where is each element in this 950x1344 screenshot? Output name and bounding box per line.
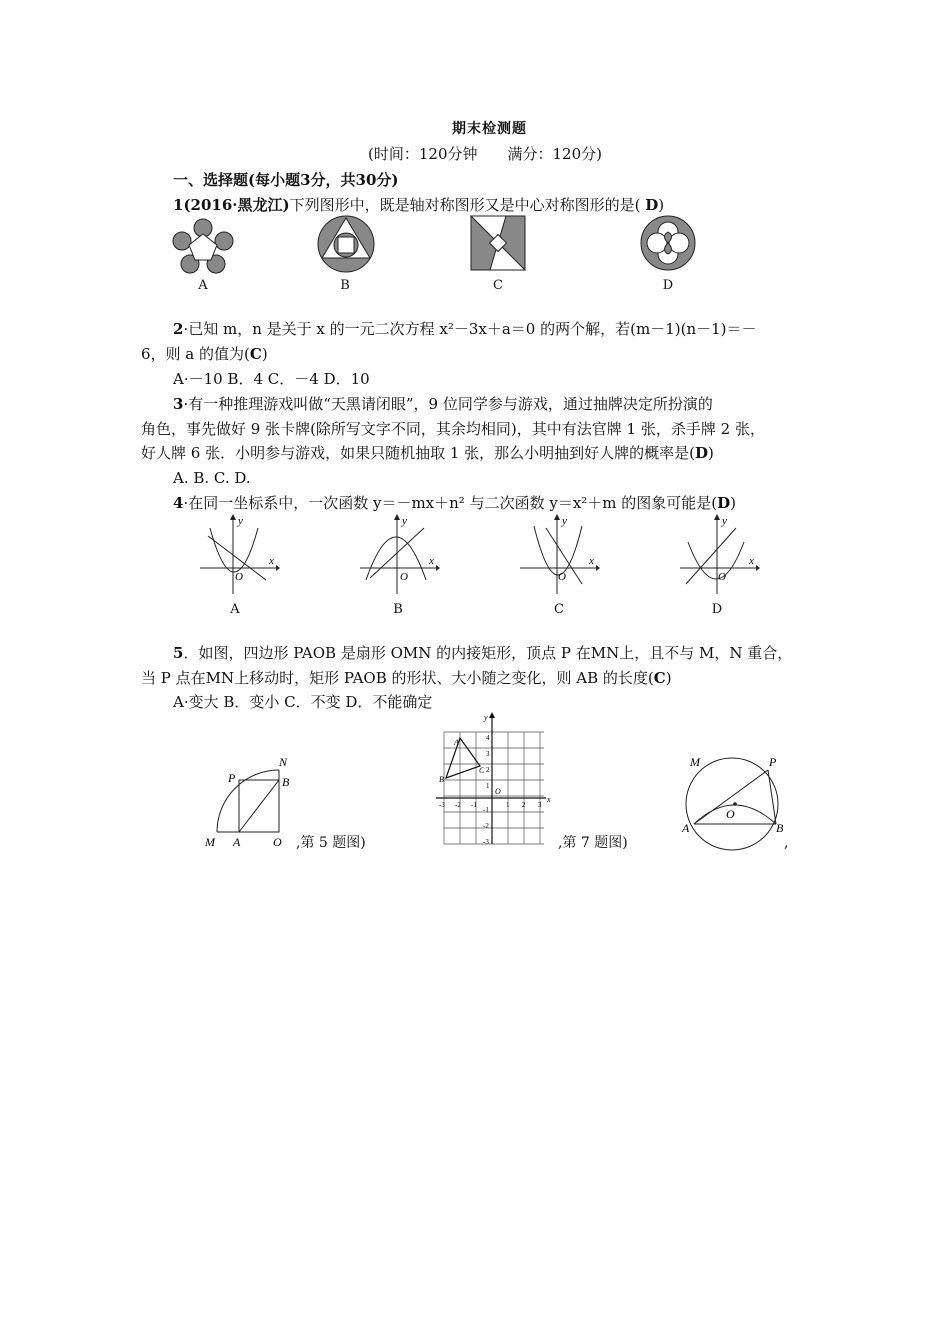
axis-label-x: x [589,555,594,567]
origin-label: O [718,571,726,583]
origin-label: O [558,571,566,583]
figure-5-sector [203,752,299,850]
answer: D [695,444,709,462]
question-number: 5 [173,644,184,662]
figure-label-d: D [662,278,674,293]
question-stem: ·在同一坐标系中，一次函数 y＝－mx＋n² 与二次函数 y＝x²＋m 的图象可能是( [183,494,718,512]
circle-triangle-figure [316,214,376,274]
axis-label-y: y [402,515,407,527]
point-label-b: B [439,775,444,784]
graph-label-b: B [393,602,403,617]
figure-8-circle [680,752,788,856]
answer: C [653,669,666,687]
axis-label-x: x [749,555,754,567]
question-stem: ·已知 m，n 是关于 x 的一元二次方程 x²－3x＋a＝0 的两个解，若(m－1)(n－1)＝－ [183,320,757,338]
axis-label-y: y [562,515,567,527]
axis-label-y: y [722,515,727,527]
section-heading: 一、选择题(每小题3分，共30分) [173,171,399,189]
x-tick: -2 [455,801,461,809]
figure-7-caption: ,第 7 题图) [558,835,628,851]
y-tick: -3 [483,838,489,846]
point-label-o: O [726,807,735,821]
figure-8-caption: , [784,835,789,851]
question-number: 1 [173,196,184,214]
question-1 [173,196,664,214]
question-4 [173,494,736,512]
question-3-options: A. B. C. D. [173,469,251,487]
y-tick: -1 [483,806,489,814]
axis-label-y: y [238,515,243,527]
y-tick: 4 [486,734,490,742]
question-5 [173,644,792,662]
origin-label: O [235,571,243,583]
question-stem: ·有一种推理游戏叫做“天黑请闭眼”，9 位同学参与游戏，通过抽牌决定所扮演的 [183,395,713,413]
x-tick: 3 [538,801,542,809]
question-5-options: A·变大 B．变小 C．不变 D．不能确定 [173,693,433,711]
question-3-line2: 角色，事先做好 9 张卡牌(除所写文字不同，其余均相同)，其中有法官牌 1 张，杀手牌 2 张， [141,420,765,438]
graph-a [200,514,280,594]
x-tick: -1 [471,801,477,809]
point-label-m: M [690,755,700,769]
axis-label-x: x [547,795,551,804]
x-tick: -3 [439,801,445,809]
point-label-o: O [273,835,282,849]
x-tick: 1 [506,801,510,809]
figure-label-b: B [340,278,350,293]
origin-label: O [495,787,501,796]
graph-label-a: A [230,602,240,617]
bracket: ) [730,494,737,512]
y-tick: 2 [486,766,490,774]
y-tick: -2 [483,822,489,830]
point-label-c: C [479,766,485,775]
answer: D [717,494,731,512]
bracket: ) [708,444,714,462]
graph-b [360,514,440,594]
axis-label-x: x [269,555,274,567]
axis-label-y: y [484,713,488,722]
x-tick: 2 [522,801,526,809]
question-number: 3 [173,395,184,413]
figure-label-c: C [493,278,503,293]
graph-label-c: C [554,602,564,617]
origin-label: O [400,571,408,583]
question-2 [173,320,757,338]
answer: C [249,345,262,363]
circle-flower-figure [639,214,697,272]
bracket: ) [658,196,665,214]
point-label-a: A [454,738,459,747]
question-3 [173,395,713,413]
question-number: 2 [173,320,184,338]
question-number: 4 [173,494,184,512]
bracket: ) [261,345,268,363]
question-stem-cont: 当 P 点在MN上移动时，矩形 PAOB 的形状、大小随之变化，则 AB 的长度( [141,669,654,687]
graph-c [520,514,600,594]
point-label-m: M [205,835,215,849]
question-stem-cont: 好人牌 6 张．小明参与游戏，如果只随机抽取 1 张，那么小明抽到好人牌的概率是( [141,444,696,462]
question-stem-cont: 6，则 a 的值为( [141,345,250,363]
pentagon-figure [172,218,234,276]
bracket: ) [665,669,672,687]
question-stem: ．如图，四边形 PAOB 是扇形 OMN 的内接矩形，顶点 P 在MN上，且不与 M，N 重合， [183,644,793,662]
point-label-a: A [233,835,241,849]
question-stem: 下列图形中，既是轴对称图形又是中心对称图形的是( [289,196,641,214]
exam-info: (时间：120分钟 满分：120分) [368,145,602,163]
point-label-b: B [282,775,290,789]
point-label-n: N [279,755,288,769]
page-title: 期末检测题 [452,121,527,137]
y-tick: 1 [486,782,490,790]
question-5-cont [141,669,672,687]
question-2-options: A·－10 B．4 C．－4 D．10 [173,370,370,388]
square-figure [470,215,526,271]
answer: D [645,196,659,214]
question-source: (2016·黑龙江) [183,196,290,214]
question-3-line3 [141,444,714,462]
figure-5-caption: ,第 5 题图) [296,835,366,851]
graph-d [680,514,760,594]
figure-7-grid [432,712,554,846]
graph-label-d: D [711,602,723,617]
point-label-a: A [682,821,690,835]
point-label-p: P [769,755,777,769]
axis-label-x: x [429,555,434,567]
figure-label-a: A [198,278,208,293]
question-2-cont [141,345,268,363]
y-tick: 3 [486,750,490,758]
point-label-p: P [228,771,236,785]
point-label-b: B [776,821,784,835]
